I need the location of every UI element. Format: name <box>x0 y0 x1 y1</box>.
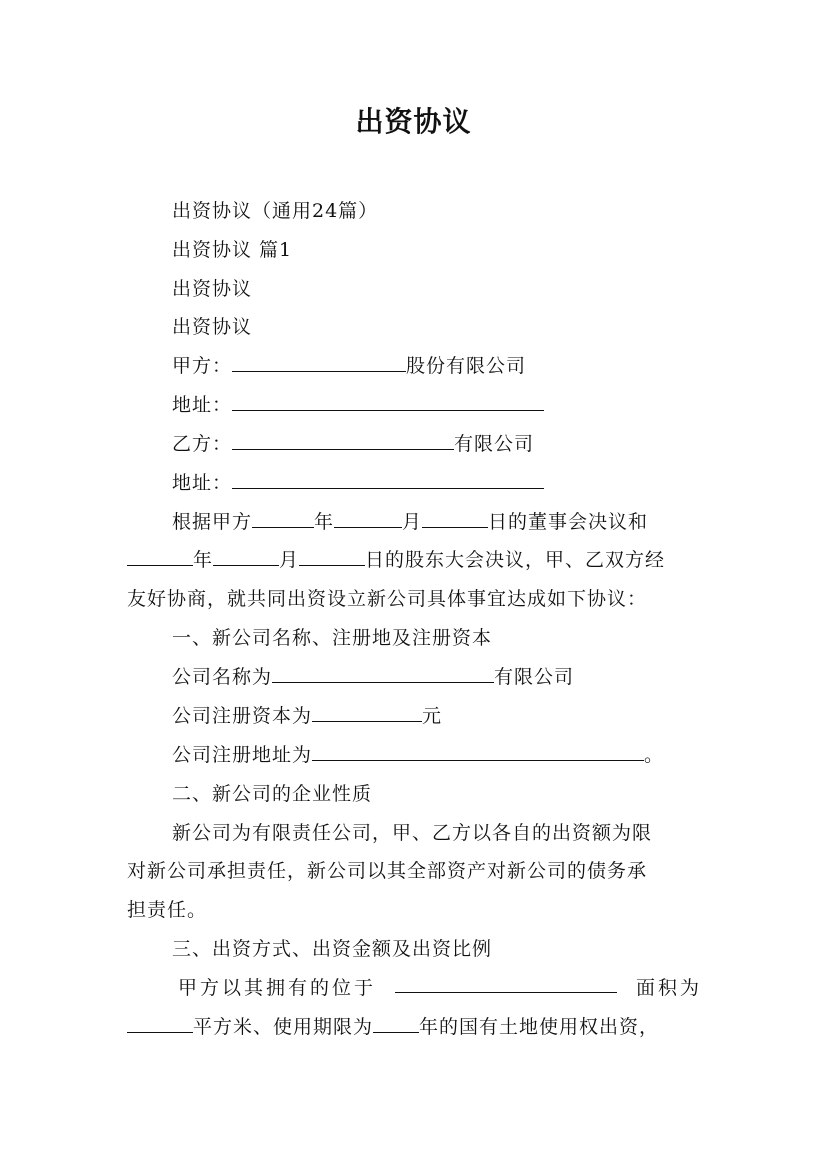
party-a-label: 甲方： <box>172 355 233 377</box>
reg-address-blank <box>312 742 644 761</box>
capital-blank <box>312 703 422 722</box>
company-name-label: 公司名称为 <box>172 666 273 688</box>
heading-repeat: 出资协议 <box>172 278 253 300</box>
capital-label: 公司注册资本为 <box>172 705 313 727</box>
party-b-blank <box>232 431 454 450</box>
clause1-title: 一、新公司名称、注册地及注册资本 <box>172 627 493 649</box>
party-a-blank <box>232 353 406 372</box>
address-label: 地址： <box>172 394 233 416</box>
para-text: 日的董事会决议和 <box>488 511 649 533</box>
para1-line2 <box>127 546 665 574</box>
para-text: 年 <box>314 511 335 533</box>
document-title: 出资协议 <box>355 105 472 138</box>
year-blank <box>252 509 314 528</box>
para-text: 月 <box>402 511 423 533</box>
address-line <box>172 391 544 419</box>
para2-line2: 对新公司承担责任，新公司以其全部资产对新公司的债务承 <box>127 860 648 882</box>
party-b-label: 乙方： <box>172 433 233 455</box>
heading-repeat: 出资协议 <box>172 316 253 338</box>
section-heading: 出资协议 篇1 <box>172 239 293 261</box>
para2-line3: 担责任。 <box>127 899 208 921</box>
address-line <box>172 469 544 497</box>
party-b-suffix: 有限公司 <box>454 433 535 455</box>
para-text: 甲方以其拥有的位于 <box>178 977 377 999</box>
capital-unit: 元 <box>422 705 443 727</box>
capital-line <box>172 702 442 730</box>
day-blank <box>299 547 365 566</box>
party-b-line <box>172 430 534 458</box>
address-blank <box>232 470 544 489</box>
month-blank <box>213 547 279 566</box>
para2-line1: 新公司为有限责任公司，甲、乙方以各自的出资额为限 <box>172 822 653 844</box>
party-a-suffix: 股份有限公司 <box>406 355 527 377</box>
address-label: 地址： <box>172 472 233 494</box>
company-name-blank <box>272 664 494 683</box>
para-text: 年的国有土地使用权出资， <box>419 1016 660 1038</box>
para1-line3: 友好协商，就共同出资设立新公司具体事宜达成如下协议： <box>127 588 648 610</box>
company-name-line <box>172 663 574 691</box>
day-blank <box>422 509 488 528</box>
reg-address-line <box>172 741 664 769</box>
year-blank <box>127 547 193 566</box>
term-blank <box>373 1014 419 1033</box>
location-blank <box>395 974 617 993</box>
clause3-title: 三、出资方式、出资金额及出资比例 <box>172 938 493 960</box>
address-blank <box>232 392 544 411</box>
reg-address-label: 公司注册地址为 <box>172 744 313 766</box>
month-blank <box>334 509 402 528</box>
para1-line1 <box>172 508 700 536</box>
party-a-line <box>172 352 526 380</box>
para-text: 年 <box>193 549 214 571</box>
clause2-title: 二、新公司的企业性质 <box>172 783 373 805</box>
reg-address-end: 。 <box>644 744 665 766</box>
area-blank <box>127 1014 193 1033</box>
company-name-suffix: 有限公司 <box>494 666 575 688</box>
para3-line1 <box>178 974 702 1002</box>
para3-line2 <box>127 1013 659 1041</box>
para-text: 面积为 <box>635 977 702 999</box>
para-text: 平方米、使用期限为 <box>193 1016 374 1038</box>
para-text: 日的股东大会决议，甲、乙双方经 <box>365 549 666 571</box>
subtitle: 出资协议（通用24篇） <box>172 200 379 222</box>
para-text: 根据甲方 <box>172 511 253 533</box>
para-text: 月 <box>279 549 300 571</box>
